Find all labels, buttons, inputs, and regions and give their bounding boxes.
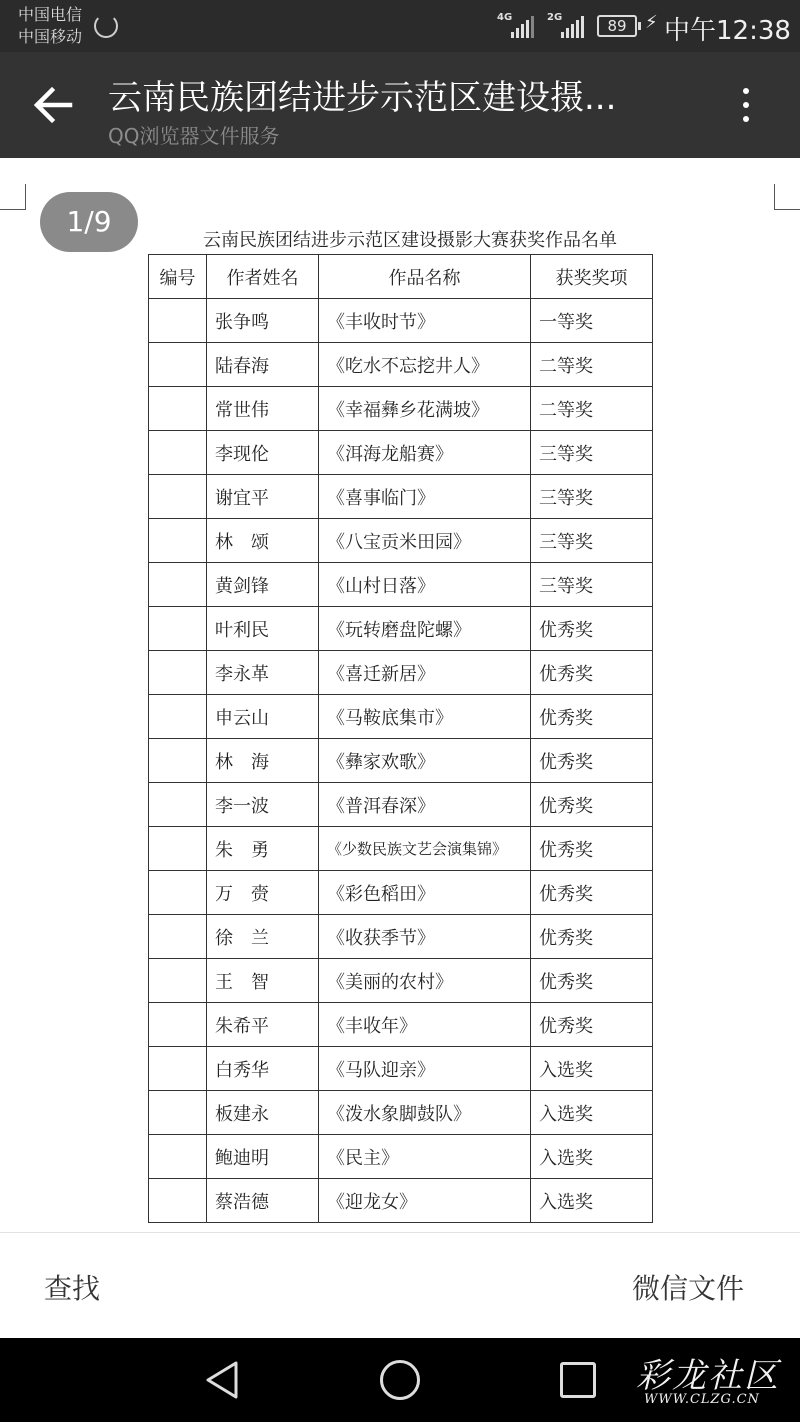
cell-id bbox=[149, 563, 207, 607]
cell-author: 王 智 bbox=[207, 959, 319, 1003]
cell-award: 入选奖 bbox=[531, 1091, 653, 1135]
cell-id bbox=[149, 827, 207, 871]
cell-author: 万 赍 bbox=[207, 871, 319, 915]
cell-work: 《吃水不忘挖井人》 bbox=[319, 343, 531, 387]
cell-work: 《丰收年》 bbox=[319, 1003, 531, 1047]
cell-author: 常世伟 bbox=[207, 387, 319, 431]
cell-award: 优秀奖 bbox=[531, 1003, 653, 1047]
find-button[interactable]: 查找 bbox=[44, 1272, 101, 1305]
cell-award: 一等奖 bbox=[531, 299, 653, 343]
cell-award: 优秀奖 bbox=[531, 695, 653, 739]
sync-icon bbox=[94, 14, 118, 38]
cell-work: 《八宝贡米田园》 bbox=[319, 519, 531, 563]
page-corner-mark bbox=[0, 184, 26, 210]
table-row bbox=[149, 915, 653, 959]
cell-award: 二等奖 bbox=[531, 387, 653, 431]
table-row bbox=[149, 1135, 653, 1179]
cell-author: 叶利民 bbox=[207, 607, 319, 651]
table-header-row bbox=[149, 255, 653, 299]
cell-work: 《喜迁新居》 bbox=[319, 651, 531, 695]
page-title: 云南民族团结进步示范区建设摄... bbox=[108, 78, 617, 118]
cell-author: 徐 兰 bbox=[207, 915, 319, 959]
cell-work: 《彩色稻田》 bbox=[319, 871, 531, 915]
cell-work: 《喜事临门》 bbox=[319, 475, 531, 519]
cell-id bbox=[149, 1091, 207, 1135]
watermark-url: WWW.CLZG.CN bbox=[644, 1392, 760, 1407]
cell-work: 《山村日落》 bbox=[319, 563, 531, 607]
cell-id bbox=[149, 871, 207, 915]
cell-award: 三等奖 bbox=[531, 475, 653, 519]
cell-work: 《美丽的农村》 bbox=[319, 959, 531, 1003]
table-row bbox=[149, 695, 653, 739]
cell-award: 三等奖 bbox=[531, 431, 653, 475]
cell-id bbox=[149, 783, 207, 827]
cell-id bbox=[149, 651, 207, 695]
status-bar bbox=[0, 0, 800, 52]
table-row bbox=[149, 1047, 653, 1091]
cell-author: 朱 勇 bbox=[207, 827, 319, 871]
nav-recent-apps-button[interactable] bbox=[560, 1362, 596, 1398]
cell-author: 李现伦 bbox=[207, 431, 319, 475]
carrier-info bbox=[18, 4, 82, 48]
wechat-files-button[interactable]: 微信文件 bbox=[632, 1272, 745, 1305]
cell-author: 朱希平 bbox=[207, 1003, 319, 1047]
column-header-work: 作品名称 bbox=[319, 255, 531, 299]
table-row bbox=[149, 299, 653, 343]
cell-author: 李永革 bbox=[207, 651, 319, 695]
cell-author: 谢宜平 bbox=[207, 475, 319, 519]
cell-work: 《丰收时节》 bbox=[319, 299, 531, 343]
cell-author: 林 海 bbox=[207, 739, 319, 783]
table-row bbox=[149, 431, 653, 475]
cell-award: 优秀奖 bbox=[531, 959, 653, 1003]
more-dot-icon bbox=[743, 88, 749, 94]
nav-back-button[interactable] bbox=[200, 1358, 244, 1402]
navigation-bar bbox=[0, 1338, 800, 1422]
cell-author: 陆春海 bbox=[207, 343, 319, 387]
cell-author: 李一波 bbox=[207, 783, 319, 827]
cell-author: 白秀华 bbox=[207, 1047, 319, 1091]
cell-award: 三等奖 bbox=[531, 563, 653, 607]
table-row bbox=[149, 739, 653, 783]
cell-award: 三等奖 bbox=[531, 519, 653, 563]
table-row bbox=[149, 959, 653, 1003]
signal-4g-icon: 4G bbox=[497, 12, 541, 38]
more-options-button[interactable] bbox=[734, 84, 758, 128]
table-row bbox=[149, 519, 653, 563]
cell-author: 鲍迪明 bbox=[207, 1135, 319, 1179]
table-row bbox=[149, 563, 653, 607]
table-row bbox=[149, 827, 653, 871]
cell-author: 黄剑锋 bbox=[207, 563, 319, 607]
table-row bbox=[149, 475, 653, 519]
cell-award: 优秀奖 bbox=[531, 607, 653, 651]
table-row bbox=[149, 387, 653, 431]
cell-work: 《幸福彝乡花满坡》 bbox=[319, 387, 531, 431]
cell-author: 林 颂 bbox=[207, 519, 319, 563]
cell-award: 入选奖 bbox=[531, 1047, 653, 1091]
page-corner-mark bbox=[774, 184, 800, 210]
cell-id bbox=[149, 299, 207, 343]
signal-2g-icon: 2G bbox=[547, 12, 591, 38]
table-body bbox=[149, 299, 653, 1223]
table-row bbox=[149, 1003, 653, 1047]
cell-id bbox=[149, 1047, 207, 1091]
cell-award: 优秀奖 bbox=[531, 827, 653, 871]
more-dot-icon bbox=[743, 116, 749, 122]
cell-author: 张争鸣 bbox=[207, 299, 319, 343]
award-table bbox=[148, 254, 653, 1223]
table-row bbox=[149, 651, 653, 695]
cell-id bbox=[149, 1135, 207, 1179]
page-subtitle: QQ浏览器文件服务 bbox=[108, 124, 280, 148]
title-bar bbox=[0, 52, 800, 158]
cell-id bbox=[149, 695, 207, 739]
cell-id bbox=[149, 475, 207, 519]
table-row bbox=[149, 607, 653, 651]
arrow-left-icon bbox=[30, 82, 76, 128]
status-time: 中午12:38 bbox=[664, 16, 791, 46]
carrier-2: 中国移动 bbox=[18, 27, 83, 46]
table-row bbox=[149, 343, 653, 387]
cell-work: 《洱海龙船赛》 bbox=[319, 431, 531, 475]
table-row bbox=[149, 871, 653, 915]
back-button[interactable] bbox=[30, 82, 76, 128]
cell-author: 板建永 bbox=[207, 1091, 319, 1135]
cell-id bbox=[149, 1179, 207, 1223]
cell-id bbox=[149, 1003, 207, 1047]
cell-award: 优秀奖 bbox=[531, 871, 653, 915]
column-header-id: 编号 bbox=[149, 255, 207, 299]
more-dot-icon bbox=[743, 102, 749, 108]
cell-id bbox=[149, 431, 207, 475]
cell-id bbox=[149, 739, 207, 783]
cell-award: 入选奖 bbox=[531, 1179, 653, 1223]
table-row bbox=[149, 783, 653, 827]
table-row bbox=[149, 1179, 653, 1223]
cell-award: 优秀奖 bbox=[531, 739, 653, 783]
watermark-logo bbox=[636, 1348, 786, 1412]
cell-id bbox=[149, 387, 207, 431]
bottom-action-bar bbox=[0, 1232, 800, 1338]
cell-award: 优秀奖 bbox=[531, 915, 653, 959]
cell-work: 《少数民族文艺会演集锦》 bbox=[319, 827, 531, 871]
carrier-1: 中国电信 bbox=[18, 5, 83, 24]
cell-id bbox=[149, 343, 207, 387]
cell-work: 《彝家欢歌》 bbox=[319, 739, 531, 783]
triangle-back-icon bbox=[200, 1358, 244, 1402]
cell-work: 《收获季节》 bbox=[319, 915, 531, 959]
cell-work: 《泼水象脚鼓队》 bbox=[319, 1091, 531, 1135]
cell-author: 蔡浩德 bbox=[207, 1179, 319, 1223]
cell-award: 优秀奖 bbox=[531, 651, 653, 695]
document-viewer[interactable] bbox=[0, 158, 800, 1232]
cell-award: 优秀奖 bbox=[531, 783, 653, 827]
cell-award: 二等奖 bbox=[531, 343, 653, 387]
column-header-author: 作者姓名 bbox=[207, 255, 319, 299]
nav-home-button[interactable] bbox=[380, 1360, 420, 1400]
battery-icon: 89 bbox=[597, 15, 637, 37]
cell-work: 《民主》 bbox=[319, 1135, 531, 1179]
table-row bbox=[149, 1091, 653, 1135]
page-indicator: 1/9 bbox=[40, 192, 138, 252]
cell-id bbox=[149, 959, 207, 1003]
cell-id bbox=[149, 915, 207, 959]
cell-work: 《迎龙女》 bbox=[319, 1179, 531, 1223]
charging-icon: ⚡ bbox=[645, 12, 658, 33]
cell-award: 入选奖 bbox=[531, 1135, 653, 1179]
cell-work: 《马队迎亲》 bbox=[319, 1047, 531, 1091]
column-header-award: 获奖奖项 bbox=[531, 255, 653, 299]
cell-work: 《玩转磨盘陀螺》 bbox=[319, 607, 531, 651]
watermark-text: 彩龙社区 bbox=[636, 1356, 780, 1396]
cell-work: 《马鞍底集市》 bbox=[319, 695, 531, 739]
document-title: 云南民族团结进步示范区建设摄影大赛获奖作品名单 bbox=[203, 230, 617, 251]
cell-work: 《普洱春深》 bbox=[319, 783, 531, 827]
cell-author: 申云山 bbox=[207, 695, 319, 739]
cell-id bbox=[149, 519, 207, 563]
cell-id bbox=[149, 607, 207, 651]
